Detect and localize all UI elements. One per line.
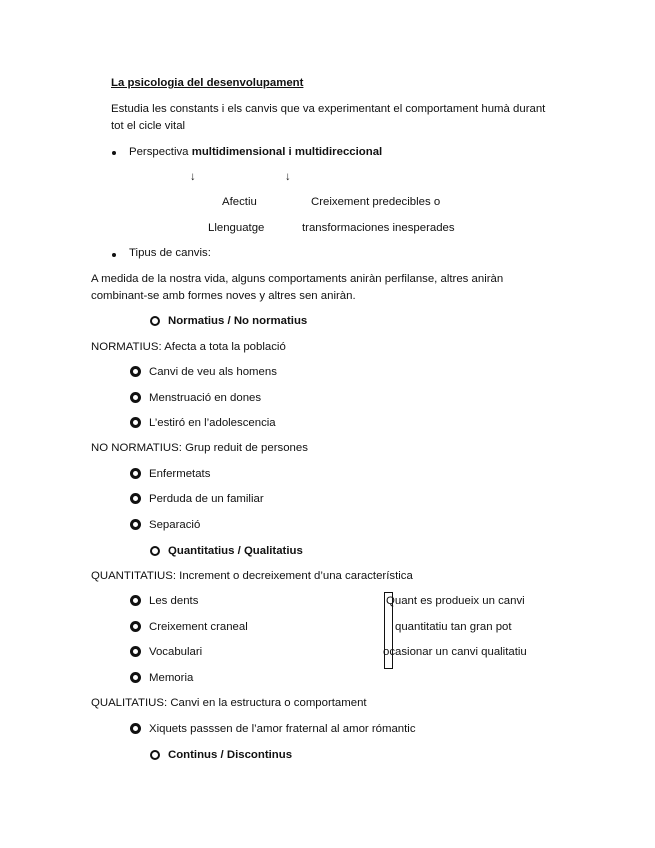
perspective-creixement: Creixement predecibles o — [311, 196, 441, 208]
canvis-label: Tipus de canvis: — [129, 247, 211, 259]
section-heading-quantitatius: Quantitatius / Qualitatius — [168, 545, 303, 557]
note-line-2: quantitatiu tan gran pot — [395, 621, 512, 633]
perspective-bold: multidimensional i multidireccional — [191, 146, 383, 158]
list-bullet-icon — [130, 595, 141, 606]
list-bullet-icon — [130, 392, 141, 403]
list-bullet-icon — [130, 366, 141, 377]
list-item: Creixement craneal — [149, 621, 248, 633]
section-heading-normatius: Normatius / No normatius — [168, 315, 308, 327]
canvis-paragraph-2: combinant-se amb formes noves y altres sen aniràn. — [91, 290, 356, 302]
perspective-prefix: Perspectiva — [129, 146, 192, 158]
list-item: Xiquets passsen de l’amor fraternal al amor rómantic — [149, 723, 416, 735]
circle-bullet-icon — [150, 316, 160, 326]
qualitatius-definition: QUALITATIUS: Canvi en la estructura o comportament — [91, 697, 367, 709]
intro-line-2: tot el cicle vital — [111, 120, 186, 132]
arrow-down-icon: ↓ — [190, 171, 196, 183]
list-item: L’estiró en l’adolescencia — [149, 417, 276, 429]
list-bullet-icon — [130, 621, 141, 632]
circle-bullet-icon — [150, 750, 160, 760]
no-normatius-definition: NO NORMATIUS: Grup reduit de persones — [91, 442, 308, 454]
list-item: Enfermetats — [149, 468, 211, 480]
page-title: La psicologia del desenvolupament — [111, 77, 304, 89]
intro-line-1: Estudia les constants i els canvis que va experimentant el comportament humà durant — [111, 103, 546, 115]
list-item: Menstruació en dones — [149, 392, 262, 404]
quantitatius-definition: QUANTITATIUS: Increment o decreixement d’una característica — [91, 570, 413, 582]
bullet-dot — [112, 253, 116, 257]
arrow-down-icon: ↓ — [285, 171, 291, 183]
normatius-definition: NORMATIUS: Afecta a tota la població — [91, 341, 286, 353]
list-item: Les dents — [149, 595, 199, 607]
note-line-3: ocasionar un canvi qualitatiu — [383, 646, 527, 658]
list-bullet-icon — [130, 519, 141, 530]
perspective-transformaciones: transformaciones inesperades — [302, 222, 455, 234]
list-bullet-icon — [130, 723, 141, 734]
perspective-llenguatge: Llenguatge — [208, 222, 265, 234]
list-item: Separació — [149, 519, 201, 531]
list-bullet-icon — [130, 417, 141, 428]
perspective-afectiu: Afectiu — [222, 196, 257, 208]
list-bullet-icon — [130, 493, 141, 504]
bullet-dot — [112, 151, 116, 155]
list-item: Vocabulari — [149, 646, 203, 658]
list-item: Perduda de un familiar — [149, 493, 264, 505]
list-bullet-icon — [130, 468, 141, 479]
list-item: Memoria — [149, 672, 194, 684]
list-bullet-icon — [130, 672, 141, 683]
section-heading-continus: Continus / Discontinus — [168, 749, 293, 761]
perspective-line — [129, 145, 382, 160]
note-line-1: Quant es produeix un canvi — [386, 595, 525, 607]
list-item: Canvi de veu als homens — [149, 366, 277, 378]
canvis-paragraph-1: A medida de la nostra vida, alguns comportaments aniràn perfilanse, altres aniràn — [91, 273, 504, 285]
list-bullet-icon — [130, 646, 141, 657]
circle-bullet-icon — [150, 546, 160, 556]
